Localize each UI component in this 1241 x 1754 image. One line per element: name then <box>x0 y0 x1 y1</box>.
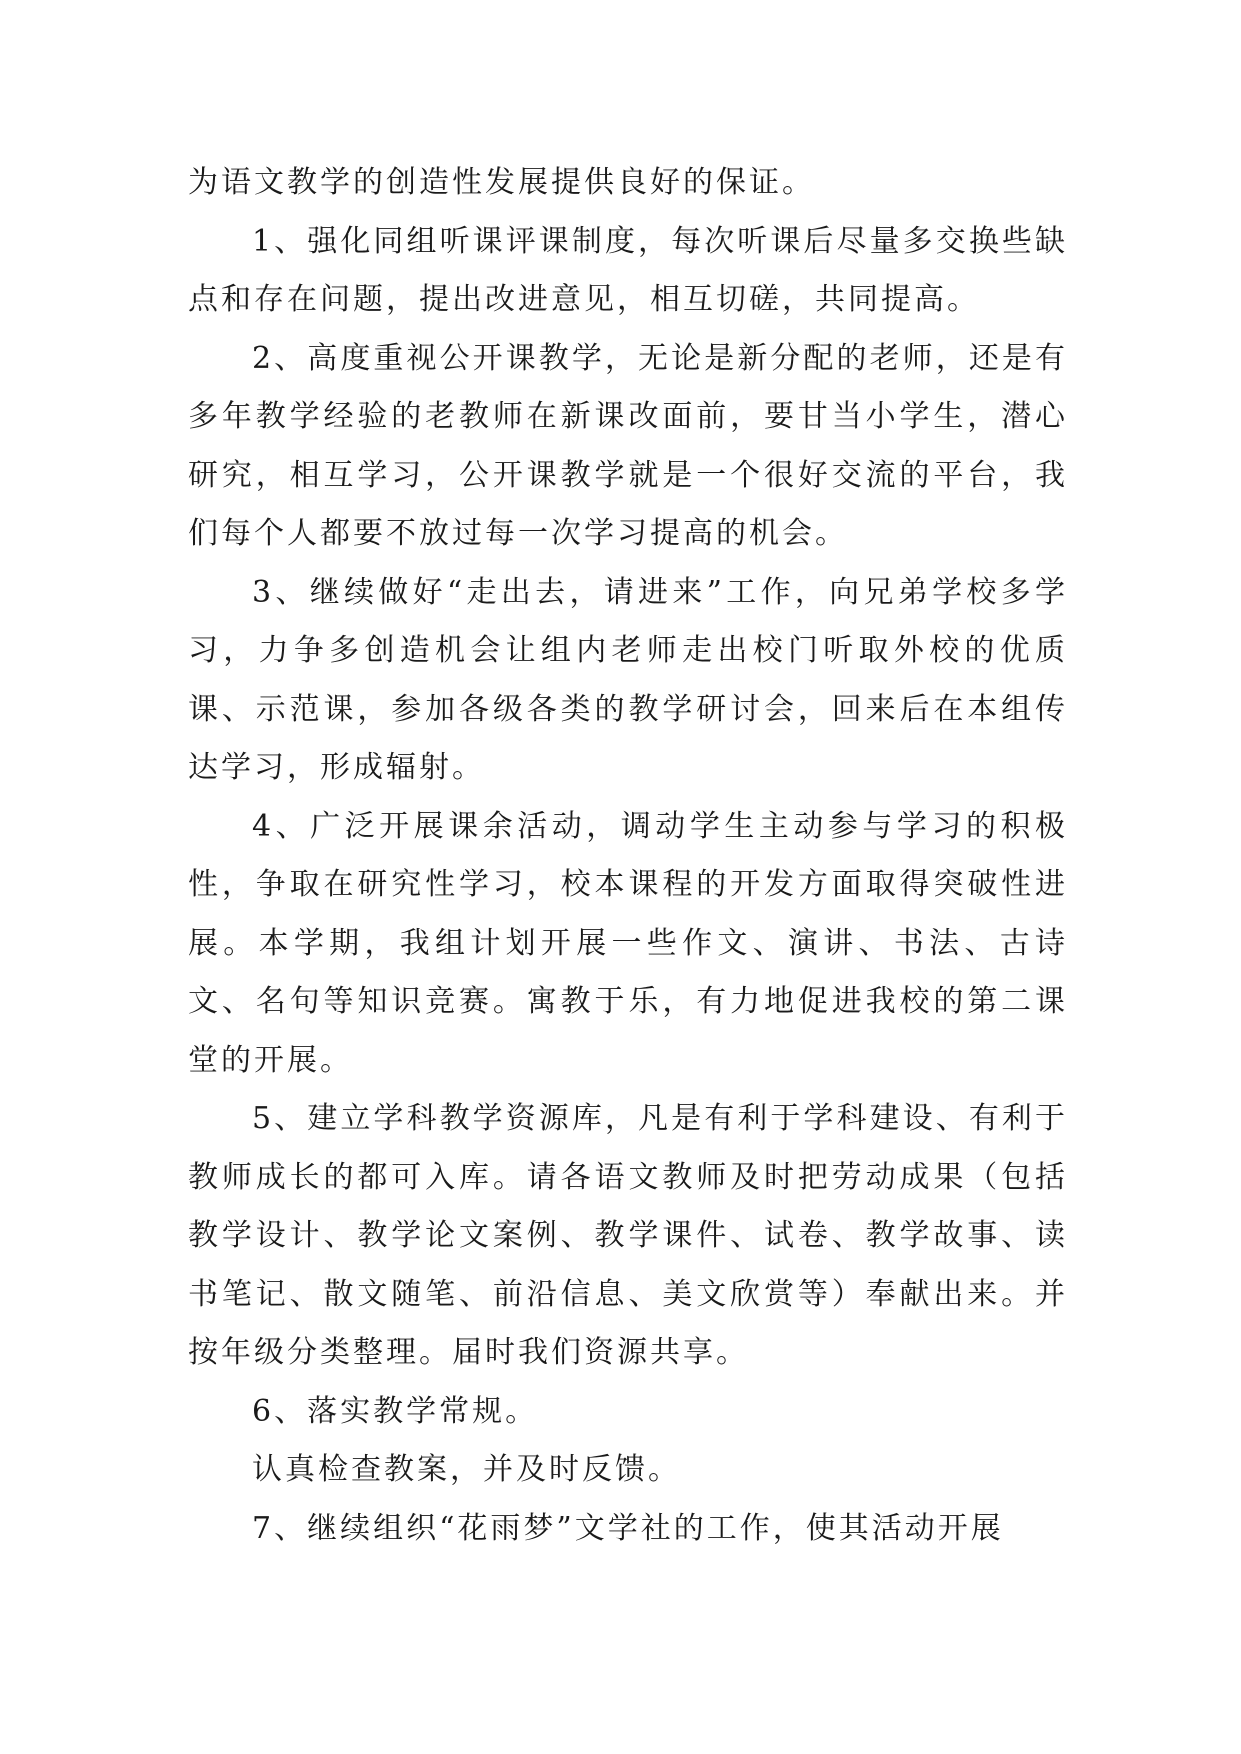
paragraph-item-6-detail: 认真检查教案，并及时反馈。 <box>252 1452 681 1487</box>
document-body <box>188 154 1068 1558</box>
paragraph-continuation: 为语文教学的创造性发展提供良好的保证。 <box>188 165 815 200</box>
paragraph-item-3: 3、继续做好“走出去，请进来”工作，向兄弟学校多学习，力争多创造机会让组内老师走出校门听取外校的优质课、示范课，参加各级各类的教学研讨会，回来后在本组传达学习，形成辐射。 <box>188 574 1068 785</box>
paragraph-item-1: 1、强化同组听课评课制度，每次听课后尽量多交换些缺点和存在问题，提出改进意见，相互切磋，共同提高。 <box>188 223 1068 317</box>
paragraph-item-7: 7、继续组织“花雨梦”文学社的工作，使其活动开展 <box>252 1510 1004 1546</box>
paragraph-item-4: 4、广泛开展课余活动，调动学生主动参与学习的积极性，争取在研究性学习，校本课程的开发方面取得突破性进展。本学期，我组计划开展一些作文、演讲、书法、古诗文、名句等知识竞赛。寓教于乐，有力地促进我校的第二课堂的开展。 <box>188 808 1068 1078</box>
paragraph-item-6: 6、落实教学常规。 <box>252 1393 539 1429</box>
paragraph-item-5: 5、建立学科教学资源库，凡是有利于学科建设、有利于教师成长的都可入库。请各语文教师及时把劳动成果（包括教学设计、教学论文案例、教学课件、试卷、教学故事、读书笔记、散文随笔、前沿信息、美文欣赏等）奉献出来。并按年级分类整理。届时我们资源共享。 <box>188 1101 1068 1370</box>
paragraph-item-2: 2、高度重视公开课教学，无论是新分配的老师，还是有多年教学经验的老教师在新课改面前，要甘当小学生，潜心研究，相互学习，公开课教学就是一个很好交流的平台，我们每个人都要不放过每一次学习提高的机会。 <box>188 340 1068 551</box>
